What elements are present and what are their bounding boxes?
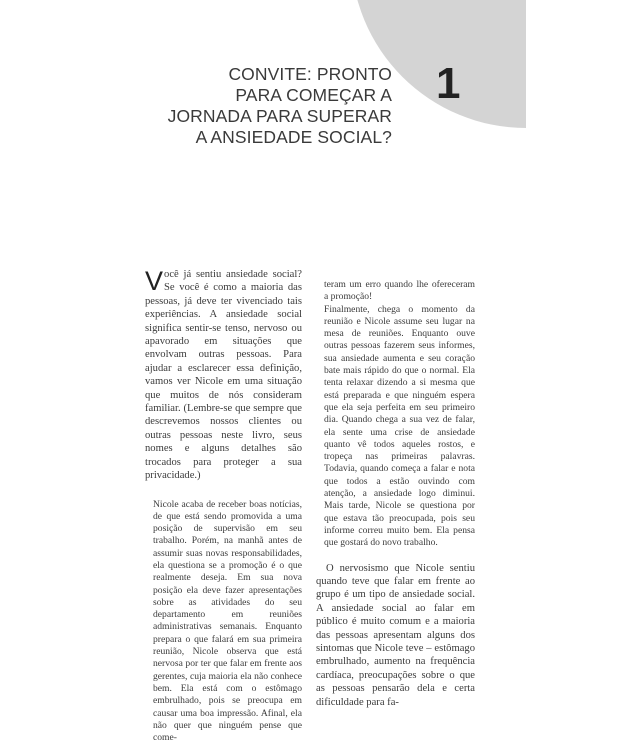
chapter-title-line: CONVITE: PRONTO [168, 64, 392, 85]
chapter-title [168, 64, 392, 148]
chapter-title-line: PARA COMEÇAR A [168, 85, 392, 106]
chapter-number: 1 [436, 62, 460, 106]
case-example-continuation: teram um erro quando lhe ofereceram a promoção! [324, 279, 475, 304]
case-example-paragraph: Nicole acaba de receber boas notícias, de que está sendo promovida a uma posição de supervisão em seu trabalho. Porém, na manhã antes de assumir suas novas responsabilidades, ela questiona se a promoção é o que realmente deseja. Em sua nova posição ela deve fazer apresentações sobre as atividades do seu departamento em reuniões administrativas semanais. Enquanto prepara o que falará em sua primeira reunião, Nicole observa que está nervosa por ter que falar em frente aos gerentes, cuja maioria ela não conhece bem. Ela está com o estômago embrulhado, pois se preocupa em causar uma boa impressão. Afinal, ela não quer que ninguém pense que come- [153, 499, 302, 744]
intro-paragraph [145, 268, 302, 483]
case-example-paragraph-2: Finalmente, chega o momento da reunião e Nicole assume seu lugar na mesa de reuniões. Enquanto ouve outras pessoas fazerem seus informes, sua ansiedade aumenta e seu coração bate mais rápido do que o normal. Ela tenta relaxar dizendo a si mesma que está preparada e que ninguém espera que ela seja perfeita em seu primeiro dia. Quando chega a sua vez de falar, ela sente uma crise de ansiedade quanto vê todos aqueles rostos, e tropeça nas primeiras palavras. Todavia, quando começa a falar e nota que todos a estão ouvindo com atenção, a ansiedade logo diminui. Mais tarde, Nicole se questiona por que estava tão preocupada, pois seu informe correu muito bem. Ela pensa que gostará do novo trabalho. [324, 304, 475, 550]
intro-text: ocê já sentiu ansiedade social? Se você é como a maioria das pessoas, já deve ter vivenciado tais experiências. A ansiedade social significa sentir-se tenso, nervoso ou apavorado em situações que envolvam outras pessoas. Para ajudar a esclarecer essa definição, vamos ver Nicole em uma situação que muitos de nós consideram familiar. (Lembre-se que sempre que descrevemos nossos clientes ou outras pessoas neste livro, seus nomes e alguns detalhes são trocados para proteger a sua privacidade.) [145, 269, 302, 481]
left-column [145, 268, 302, 744]
right-column [316, 279, 475, 709]
chapter-title-line: A ANSIEDADE SOCIAL? [168, 127, 392, 148]
dropcap: V [145, 270, 163, 292]
body-paragraph: O nervosismo que Nicole sentiu quando teve que falar em frente ao grupo é um tipo de ansiedade social. A ansiedade social ao falar em público é muito comum e a maioria das pessoas apresentam alguns dos sintomas que Nicole teve – estômago embrulhado, aumento na frequência cardíaca, preocupações sobre o que as pessoas pensarão dela e certa dificuldade para fa- [316, 562, 475, 709]
chapter-title-line: JORNADA PARA SUPERAR [168, 106, 392, 127]
